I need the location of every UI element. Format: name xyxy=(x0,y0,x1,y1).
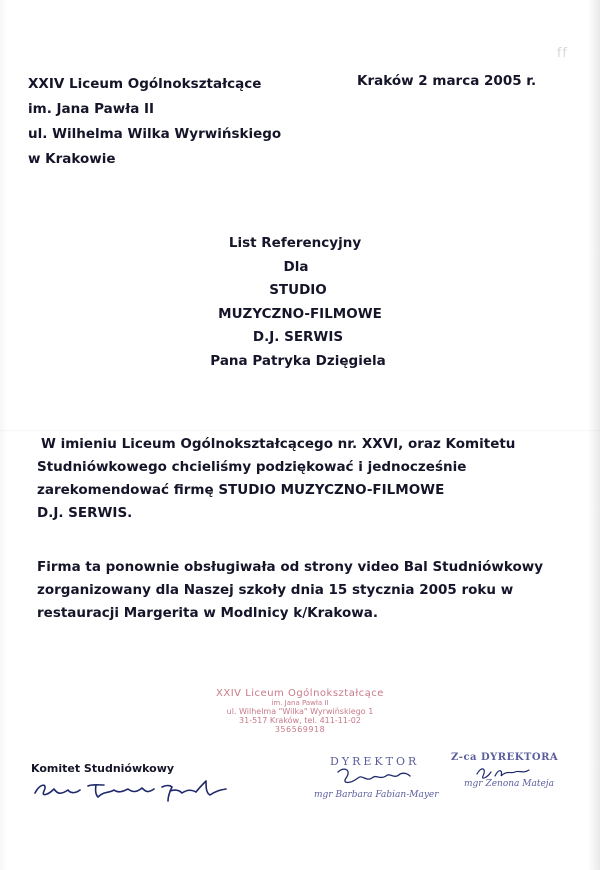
letter-date: Kraków 2 marca 2005 r. xyxy=(357,73,537,89)
paragraph-line: Studniówkowego chcieliśmy podziękować i jednocześnie xyxy=(37,459,467,475)
heading-for: Dla xyxy=(283,258,309,275)
school-stamp-phone: 31-517 Kraków, tel. 411-11-02 xyxy=(239,716,361,725)
sender-line-school: XXIV Liceum Ogólnokształcące xyxy=(28,76,262,92)
letter-heading xyxy=(0,232,600,373)
corner-mark: ff xyxy=(556,46,568,61)
sender-address xyxy=(28,72,281,172)
sender-line-city: w Krakowie xyxy=(28,151,116,167)
paragraph-line: D.J. SERWIS. xyxy=(37,505,133,521)
paragraph-line: zorganizowany dla Naszej szkoły dnia 15 stycznia 2005 roku w xyxy=(37,582,514,598)
sender-line-patron: im. Jana Pawła II xyxy=(28,101,155,117)
school-stamp-name: XXIV Liceum Ogólnokształcące xyxy=(216,688,384,699)
committee-label: Komitet Studniówkowy xyxy=(31,762,175,775)
paper-fold-line xyxy=(0,430,600,431)
sender-line-street: ul. Wilhelma Wilka Wyrwińskiego xyxy=(28,126,282,142)
heading-recipient: Pana Patryka Dzięgiela xyxy=(210,352,386,369)
paragraph-recommendation xyxy=(37,433,582,525)
school-stamp-street: ul. Wilhelma "Wilka" Wyrwińskiego 1 xyxy=(226,707,374,716)
committee-signature xyxy=(30,775,235,807)
school-stamp-patron: im. Jana Pawła II xyxy=(271,699,329,707)
paragraph-line: Firma ta ponownie obsługiwała od strony video Bal Studniówkowy xyxy=(37,559,544,575)
paragraph-line: zarekomendować firmę STUDIO MUZYCZNO-FILMOWE xyxy=(37,482,445,498)
heading-title: List Referencyjny xyxy=(228,235,362,251)
deputy-stamp-name: mgr Zenona Mateja xyxy=(464,779,554,789)
paragraph-line: restauracji Margerita w Modlnicy k/Krakowa. xyxy=(37,605,378,621)
director-signature xyxy=(332,762,412,792)
director-stamp-title: DYREKTOR xyxy=(330,755,420,768)
heading-company-2: MUZYCZNO-FILMOWE xyxy=(218,305,382,322)
heading-company-1: STUDIO xyxy=(269,282,327,298)
paragraph-line: W imieniu Liceum Ogólnokształcącego nr. XXVI, oraz Komitetu xyxy=(41,436,516,452)
deputy-stamp-title: Z-ca DYREKTORA xyxy=(451,752,559,763)
school-stamp xyxy=(200,688,400,734)
director-stamp-name: mgr Barbara Fabian-Mayer xyxy=(314,790,439,800)
paragraph-event xyxy=(37,556,582,625)
heading-company-3: D.J. SERWIS xyxy=(252,329,344,345)
school-stamp-number: 356569918 xyxy=(274,725,326,734)
